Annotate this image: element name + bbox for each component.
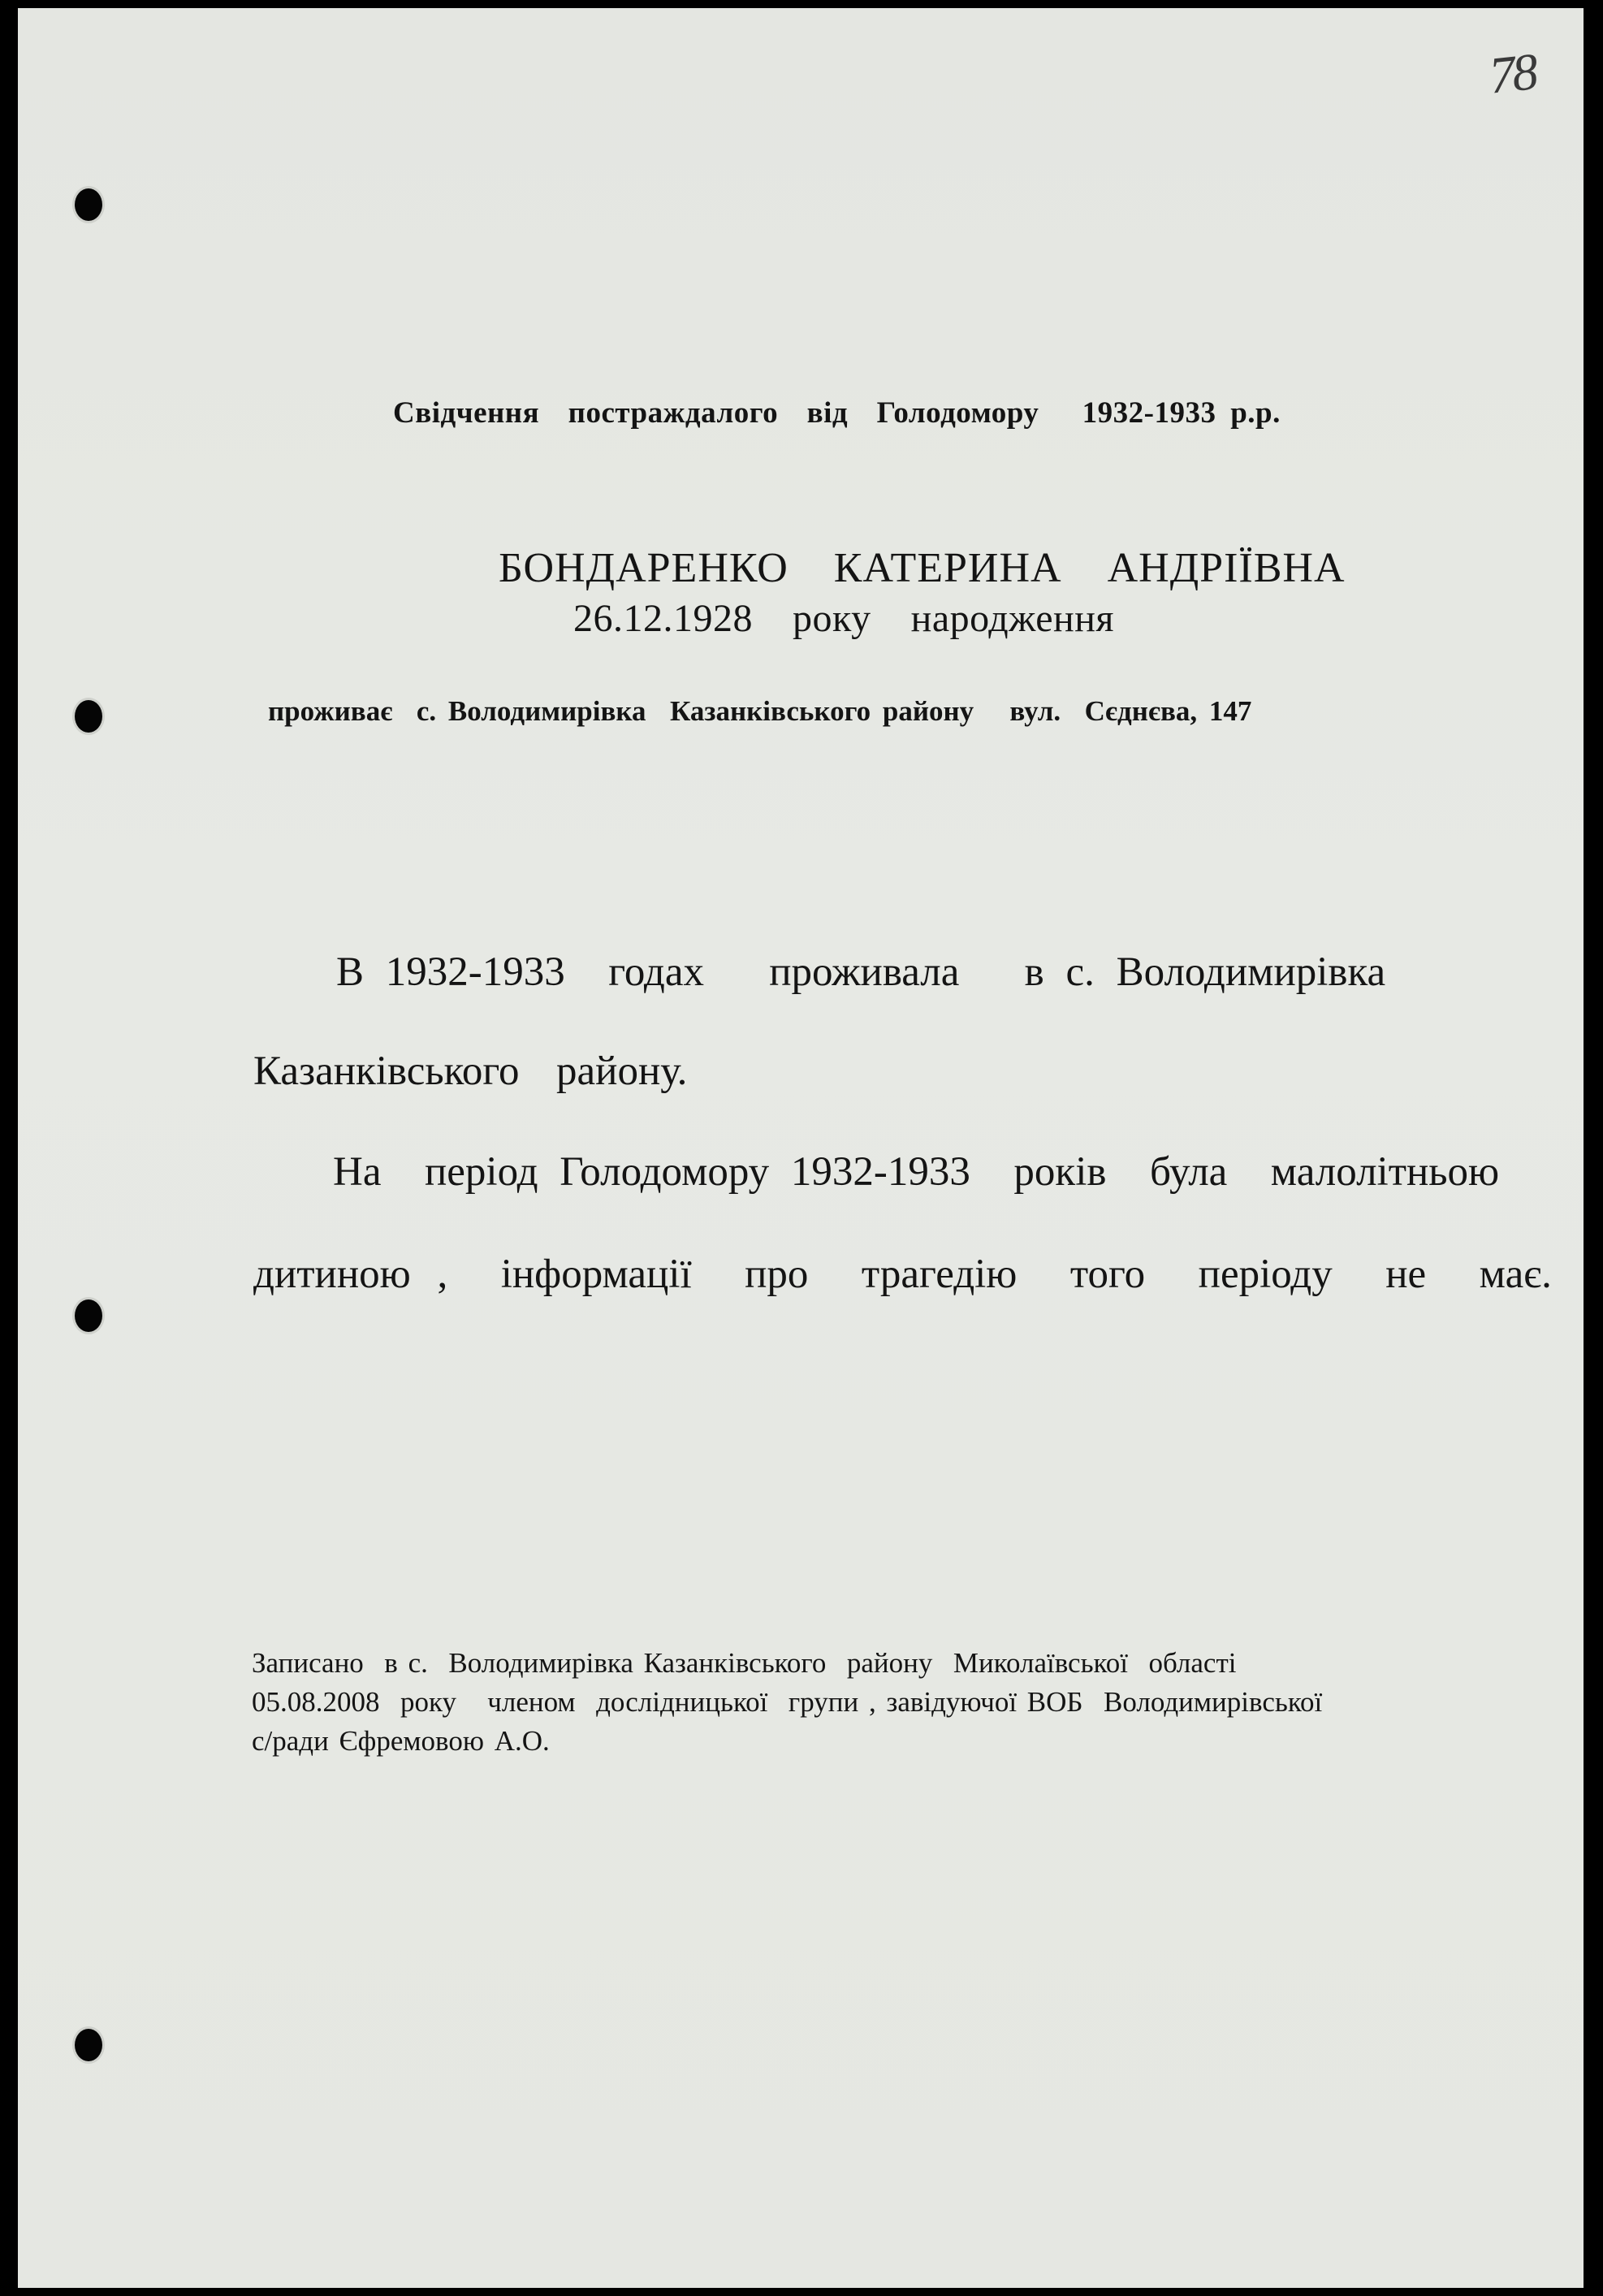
record-note-line: Записано в с. Володимирівка Казанківського району Миколаївської області xyxy=(252,1647,1237,1679)
testimony-line: На період Голодомору 1932-1933 років була малолітньою xyxy=(333,1149,1500,1195)
person-name: БОНДАРЕНКО КАТЕРИНА АНДРІЇВНА xyxy=(499,545,1346,591)
document-title: Свідчення постраждалого від Голодомору 1932-1933 р.р. xyxy=(393,396,1281,430)
punch-hole xyxy=(75,700,102,733)
record-note-line: 05.08.2008 року членом дослідницької групи , завідуючої ВОБ Володимирівської xyxy=(252,1686,1323,1718)
punch-hole xyxy=(75,2029,102,2061)
punch-hole xyxy=(75,188,102,221)
testimony-line: В 1932-1933 годах проживала в с. Володимирівка xyxy=(336,949,1386,995)
residence-address: проживає с. Володимирівка Казанківського району вул. Сєднєва, 147 xyxy=(268,695,1252,727)
birth-date-line: 26.12.1928 року народження xyxy=(573,597,1114,640)
record-note-line: с/ради Єфремовою А.О. xyxy=(252,1725,550,1757)
punch-hole xyxy=(75,1299,102,1332)
testimony-line: дитиною , інформації про трагедію того періоду не має. xyxy=(253,1252,1552,1297)
testimony-line: Казанківського району. xyxy=(253,1049,688,1094)
document-page xyxy=(18,8,1584,2288)
handwritten-page-number: 78 xyxy=(1486,42,1538,105)
